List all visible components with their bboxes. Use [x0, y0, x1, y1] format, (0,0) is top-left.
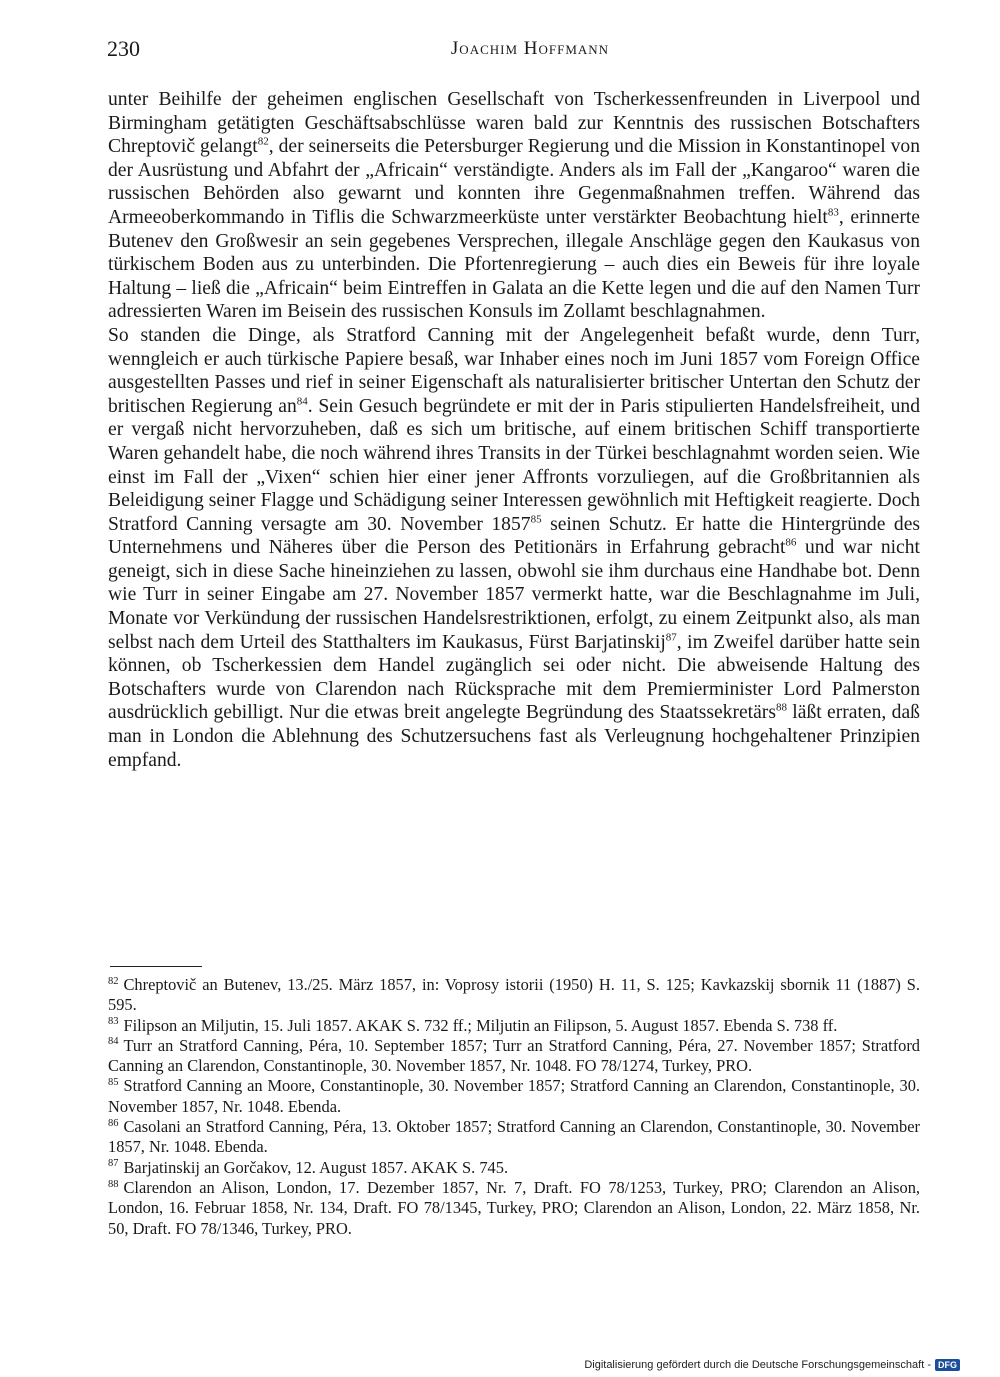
- digitization-credit: [584, 1359, 960, 1371]
- body-text: [108, 88, 920, 772]
- footnote-text: Stratford Canning an Moore, Constantinople, 30. November 1857; Stratford Canning an Clarendon, Constantinople, 30. November 1857, Nr. 1048. Ebenda.: [108, 1076, 920, 1116]
- footnote-number: 83: [108, 1016, 119, 1028]
- paragraph-text: , der seinerseits die Petersburger Regierung und die Mission in Konstantinopel von der Ausrüstung und Abfahrt der „Africain“ verständigte. Anders als im Fall der „Kangaroo“ waren die russischen Behörden also gewarnt und konnten ihre Gegenmaßnahmen treffen. Während das Armeeoberkommando in Tiflis die Schwarzmeerküste unter verstärkter Beobachtung hielt: [108, 136, 920, 228]
- footnote-text: Turr an Stratford Canning, Péra, 10. September 1857; Turr an Stratford Canning, Péra, 27. November 1857; Stratford Canning an Clarendon, Constantinople, 30. November 1857, Nr. 1048. FO 78/1274, Turkey, PRO.: [108, 1035, 920, 1076]
- footnote-ref[interactable]: 86: [785, 536, 797, 549]
- paragraph-text: seinen Schutz. Er hatte die Hintergründe des Unternehmens und Näheres über die Person des Petitionärs in Erfahrung gebracht: [108, 513, 921, 559]
- footnote-number: 82: [108, 975, 119, 987]
- credit-text: Digitalisierung gefördert durch die Deutsche Forschungsgemeinschaft -: [584, 1359, 931, 1371]
- footnote-text: Filipson an Miljutin, 15. Juli 1857. AKAK S. 732 ff.; Miljutin an Filipson, 5. August 1857. Ebenda S. 738 ff.: [123, 1015, 838, 1035]
- footnote: [108, 1117, 920, 1158]
- footnote-number: 88: [108, 1178, 119, 1190]
- footnote-number: 87: [108, 1158, 119, 1170]
- running-head: Joachim Hoffmann: [450, 38, 610, 59]
- footnote-ref[interactable]: 87: [665, 631, 677, 644]
- footnote: [108, 1158, 920, 1178]
- footnote-ref[interactable]: 84: [296, 395, 308, 408]
- footnote: [108, 975, 920, 1016]
- footnote: [108, 1016, 920, 1036]
- footnote-number: 84: [108, 1036, 119, 1048]
- footnote-text: Casolani an Stratford Canning, Péra, 13. Oktober 1857; Stratford Canning an Clarendon, Constantinople, 30. November 1857, Nr. 1048. Ebenda.: [108, 1117, 920, 1157]
- body-paragraph: [108, 88, 920, 324]
- footnote-ref[interactable]: 82: [257, 135, 269, 148]
- footnote-text: Clarendon an Alison, London, 17. Dezember 1857, Nr. 7, Draft. FO 78/1253, Turkey, PRO; Clarendon an Alison, London, 16. Februar 1858, Nr. 134, Draft. FO 78/1345, Turkey, PRO; Clarendon an Alison, London, 22. März 1858, Nr. 50, Draft. FO 78/1346, Turkey, PRO.: [108, 1177, 920, 1238]
- footnote: [108, 1076, 920, 1117]
- paragraph-text: und war nicht geneigt, sich in diese Sache hineinziehen zu lassen, obwohl sie ihm durchaus eine Handhabe bot. Denn wie Turr in seiner Eingabe am 27. November 1857 vermerkt hatte, war die Beschlagnahme im Juli, Monate vor Verkündung der russischen Handelsrestriktionen, erfolgt, zu einem Zeitpunkt also, als man selbst nach dem Urteil des Statthalters im Kaukasus, Fürst Barjatinskij: [108, 537, 920, 653]
- footnote-number: 85: [108, 1077, 119, 1089]
- footnote-text: Chreptovič an Butenev, 13./25. März 1857, in: Voprosy istorii (1950) H. 11, S. 125; Kavkazskij sbornik 11 (1887) S. 595.: [108, 975, 920, 1015]
- paragraph-text: läßt erraten, daß man in London die Ablehnung des Schutzersuchens fast als Verleugnung hochgehaltener Prinzipien empfand.: [108, 702, 920, 771]
- paragraph-text: . Sein Gesuch begründete er mit der in Paris stipulierten Handelsfreiheit, und er vergaß nicht hervorzuheben, daß es sich um britische, auf einem britischen Schiff transportierte Waren gehandelt habe, die noch während ihres Transits in der Türkei beschlagnahmt worden seien. Wie einst im Fall der „Vixen“ schien hier einer jener Affronts vorzuliegen, auf die Großbritannien als Beleidigung seiner Flagge und Schädigung seiner Interessen gewöhnlich mit Heftigkeit reagierte. Doch Stratford Canning versagte am 30. November 1857: [108, 395, 920, 535]
- footnotes: [108, 975, 920, 1239]
- dfg-logo: DFG: [935, 1359, 960, 1371]
- footnote-text: Barjatinskij an Gorčakov, 12. August 1857. AKAK S. 745.: [123, 1157, 509, 1177]
- footnote-ref[interactable]: 88: [775, 701, 787, 714]
- page-number: 230: [107, 36, 140, 61]
- footnote-number: 86: [108, 1117, 119, 1129]
- paragraph-text: , im Zweifel darüber hatte sein können, ob Tscherkessien dem Handel zugänglich sei oder nicht. Die abweisende Haltung des Botschafters wurde von Clarendon nach Rücksprache mit dem Premierminister Lord Palmerston ausdrücklich gebilligt. Nur die etwas breit angelegte Begründung des Staatssekretärs: [108, 631, 920, 724]
- paragraph-text: unter Beihilfe der geheimen englischen Gesellschaft von Tscherkessenfreunden in Liverpool und Birmingham getätigten Geschäftsabschlüsse waren bald zur Kenntnis des russischen Botschafters Chreptovič gelangt: [108, 89, 920, 158]
- paragraph-text: , erinnerte Butenev den Großwesir an sein gegebenes Versprechen, illegale Anschläge gegen den Kaukasus von türkischem Boden aus zu unterbinden. Die Pfortenregierung – auch dies ein Beweis für ihre loyale Haltung – ließ die „Africain“ beim Eintreffen in Galata an die Kette legen und die auf den Namen Turr adressierten Waren im Beisein des russischen Konsuls im Zollamt beschlagnahmen.: [108, 206, 920, 323]
- footnote-separator: [110, 966, 202, 967]
- paragraph-text: So standen die Dinge, als Stratford Canning mit der Angelegenheit befaßt wurde, denn Turr, wenngleich er auch türkische Papiere besaß, war Inhaber eines noch im Juni 1857 vom Foreign Office ausgestellten Passes und rief in seiner Eigenschaft als naturalisierter britischer Untertan den Schutz der britischen Regierung an: [108, 324, 920, 417]
- footnote-ref[interactable]: 83: [827, 206, 839, 219]
- footnote-ref[interactable]: 85: [530, 513, 542, 526]
- footnote: [108, 1178, 920, 1239]
- body-paragraph: [108, 324, 920, 772]
- footnote: [108, 1036, 920, 1077]
